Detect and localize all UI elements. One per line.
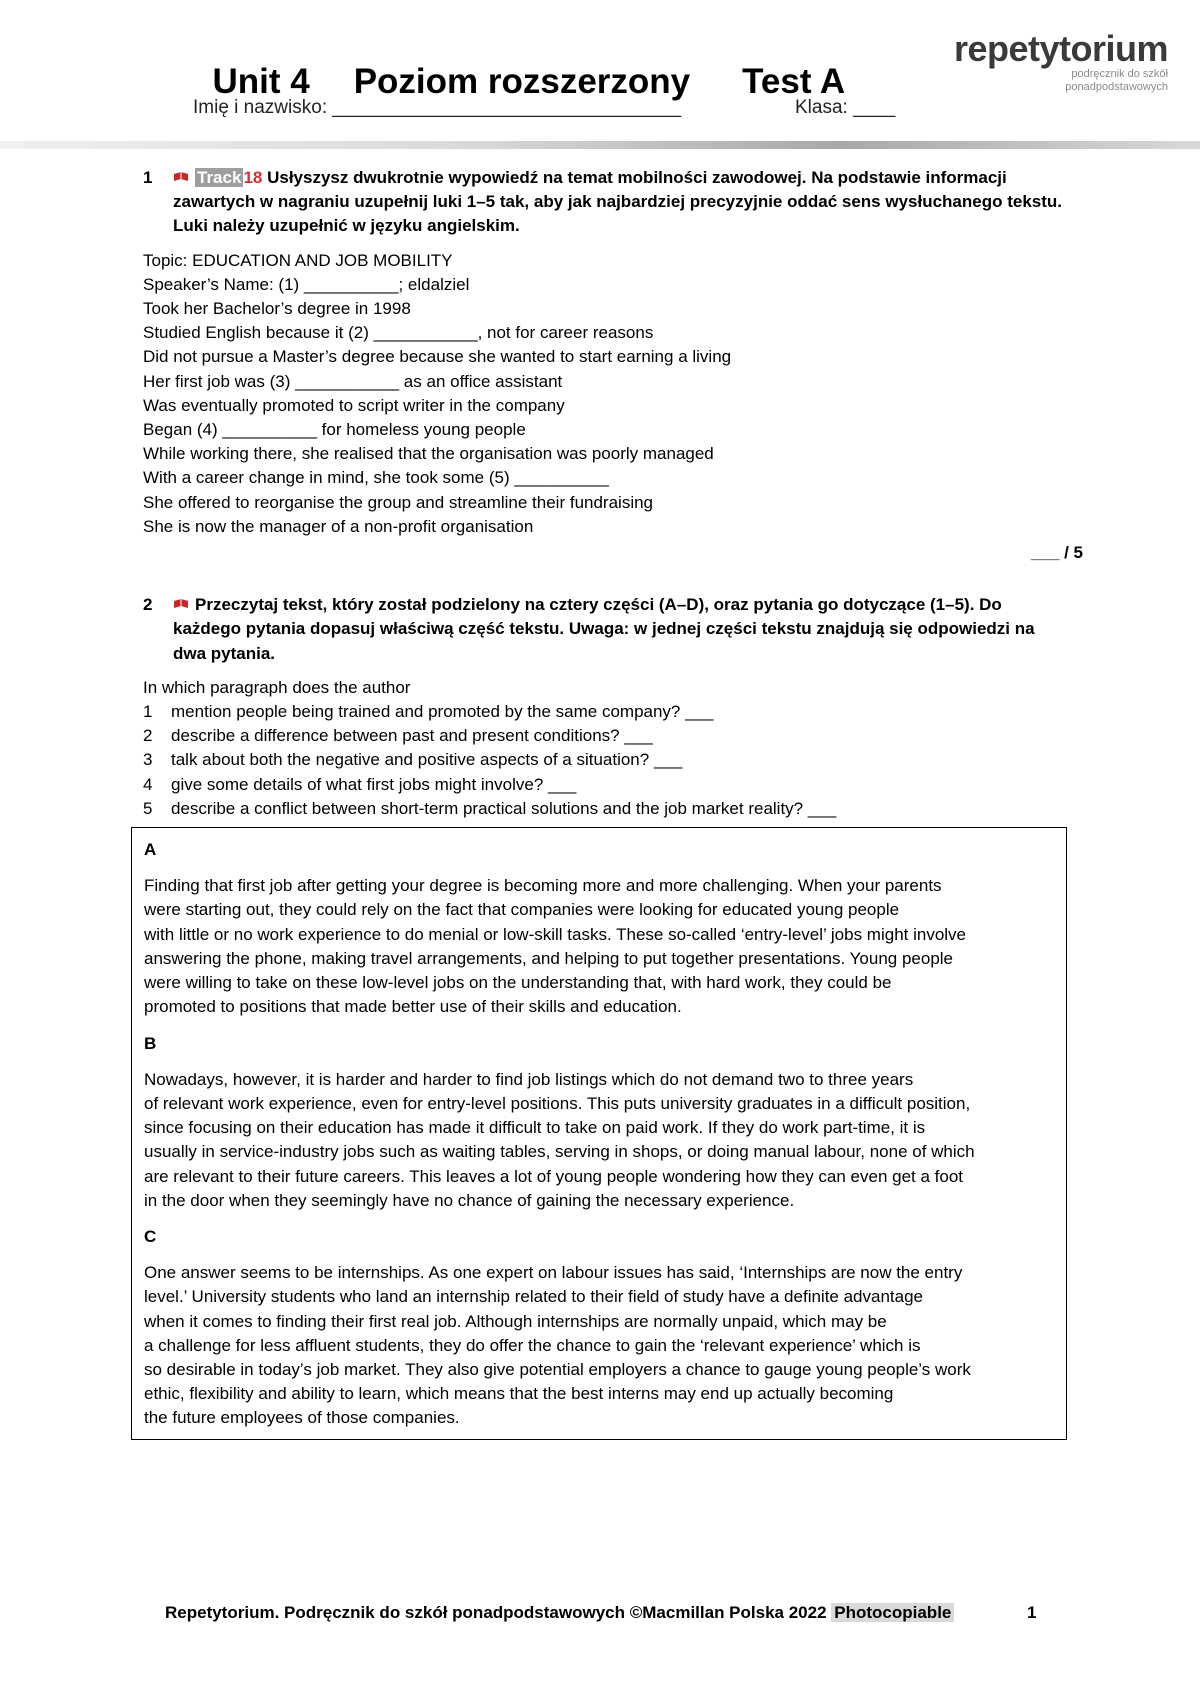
paragraph-label-b: B — [144, 1033, 157, 1053]
logo-word: repetytorium — [953, 28, 1168, 69]
test-content — [143, 166, 1083, 1440]
note-line: Took her Bachelor’s degree in 1998 — [143, 299, 411, 319]
test-label: Test A — [742, 62, 846, 101]
page-footer — [165, 1603, 1045, 1623]
track-label: Track — [197, 168, 242, 187]
note-line: Began (4) __________ for homeless young people — [143, 420, 526, 440]
header-divider — [0, 141, 1200, 149]
note-line: She offered to reorganise the group and streamline their fundraising — [143, 492, 654, 512]
task-1-text: Usłyszysz dwukrotnie wypowiedź na temat mobilności zawodowej. Na podstawie informacji zawartych w nagraniu uzupełnij luki 1–5 tak, aby jak najbardziej precyzyjnie oddać sens wysłuchanego tekstu. Luki należy uzupełnić w języku angielskim. — [173, 168, 1063, 236]
page-title — [193, 22, 893, 102]
question-item: 3 talk about both the negative and positive aspects of a situation? ___ — [143, 750, 683, 770]
name-field-label: Imię i nazwisko: _________________________________ — [193, 97, 682, 118]
unit-label: Unit 4 — [212, 62, 310, 101]
note-line: Topic: EDUCATION AND JOB MOBILITY — [143, 250, 453, 270]
note-line: Her first job was (3) ___________ as an office assistant — [143, 371, 563, 391]
track-number: 18 — [243, 168, 263, 187]
note-line: Did not pursue a Master’s degree because she wanted to start earning a living — [143, 347, 732, 367]
reading-text-box — [131, 827, 1067, 1439]
book-icon — [173, 593, 189, 617]
question-lead: In which paragraph does the author — [143, 677, 411, 697]
note-line: She is now the manager of a non-profit organisation — [143, 516, 534, 536]
note-line: Speaker’s Name: (1) __________; eldalziel — [143, 274, 470, 294]
paragraph-label-a: A — [144, 840, 157, 860]
note-line: Studied English because it (2) ___________, not for career reasons — [143, 323, 654, 343]
question-item: 2 describe a difference between past and present conditions? ___ — [143, 726, 653, 746]
book-icon — [173, 166, 189, 190]
question-item: 4 give some details of what first jobs might involve? ___ — [143, 774, 577, 794]
photocopiable-label: Photocopiable — [831, 1603, 954, 1622]
task-1-instruction — [143, 166, 1063, 239]
logo-sub-2: ponadpodstawowych — [1065, 81, 1168, 93]
paragraph-label-c: C — [144, 1226, 157, 1246]
paragraph-c: One answer seems to be internships. As one expert on labour issues has said, ‘Internships are now the entry level.’ University students who land an internship related to their field of study have a definite advantage when it comes to finding their first real job. Although internships are normally unpaid, which may be a challenge for less affluent students, they do offer the chance to gain the ‘relevant experience’ which is so desirable in today’s job market. They also give potential employers a chance to gauge young people’s work ethic, flexibility and ability to learn, which means that the best interns may end up actually becoming the future employees of those companies. — [144, 1263, 971, 1428]
question-item: 5 describe a conflict between short-term practical solutions and the job market reality? ___ — [143, 798, 837, 818]
paragraph-a: Finding that first job after getting your degree is becoming more and more challenging. When your parents were starting out, they could rely on the fact that companies were looking for educated young people with little or no work experience to do menial or low-skill tasks. These so-called ‘entry-level’ jobs might involve answering the phone, making travel arrangements, and helping to put together presentations. Young people were willing to take on these low-level jobs on the understanding that, with hard work, they could be promoted to positions that made better use of their skills and education. — [144, 876, 967, 1017]
task-1-notes — [143, 249, 1063, 539]
task-2-text: Przeczytaj tekst, który został podzielony na cztery części (A–D), oraz pytania go dotyczące (1–5). Do każdego pytania dopasuj właściwą część tekstu. Uwaga: w jednej części tekstu znajdują się odpowiedzi na dwa pytania. — [173, 595, 1035, 663]
class-field-label: Klasa: ____ — [795, 97, 896, 118]
task-1-number: 1 — [143, 168, 153, 187]
level-label: Poziom rozszerzony — [353, 62, 691, 101]
paragraph-b: Nowadays, however, it is harder and harder to find job listings which do not demand two to three years of relevant work experience, even for entry-level positions. This puts university graduates in a difficult position, since focusing on their education has made it difficult to take on paid work. If they do work part-time, it is usually in service-industry jobs such as waiting tables, serving in shops, or doing manual labour, none of which are relevant to their future careers. This leaves a lot of young people wondering how they can even get a foot in the door when they seemingly have no chance of gaining the necessary experience. — [144, 1069, 975, 1210]
task-1-score: ___ / 5 — [1031, 543, 1083, 563]
footer-text: Repetytorium. Podręcznik do szkół ponadpodstawowych ©Macmillan Polska 2022 — [165, 1603, 832, 1622]
repetytorium-logo — [948, 30, 1168, 94]
note-line: With a career change in mind, she took some (5) __________ — [143, 468, 609, 488]
question-item: 1 mention people being trained and promoted by the same company? ___ — [143, 702, 714, 722]
logo-sub-1: podręcznik do szkół — [1071, 68, 1168, 80]
page-number: 1 — [1027, 1603, 1037, 1622]
task-2-instruction — [143, 593, 1063, 666]
task-2-number: 2 — [143, 595, 153, 615]
note-line: Was eventually promoted to script writer in the company — [143, 395, 565, 415]
note-line: While working there, she realised that the organisation was poorly managed — [143, 444, 714, 464]
